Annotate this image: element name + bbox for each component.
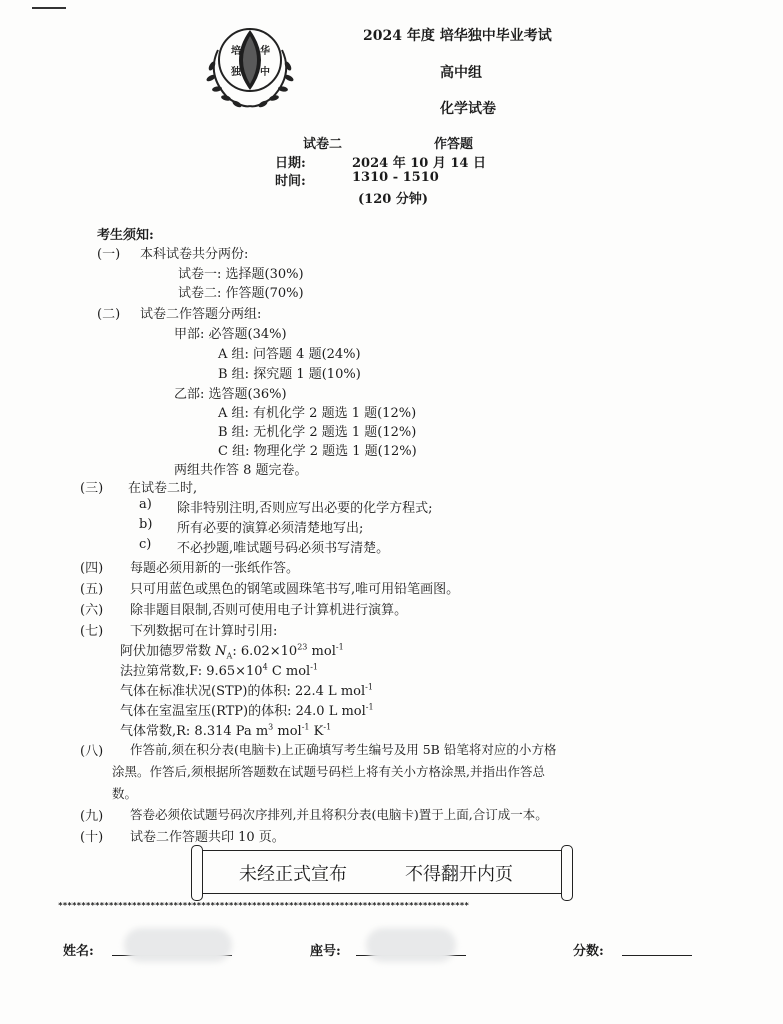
banner-right-text: 不得翻开内页 [405,864,513,885]
time-label: 时间: [275,174,306,189]
item-2-a-group: A 组: 问答题 4 题(24%) [218,347,361,362]
banner-scroll-right [561,845,573,901]
logo-char-2: 华 [260,46,270,57]
redacted-seat [366,928,456,962]
exam-title: 2024 年度 培华独中毕业考试 [363,28,552,44]
item-5-num: (五) [80,582,104,597]
item-4-num: (四) [80,561,104,576]
item-2-text: 试卷二作答题分两组: [140,307,262,322]
seat-label: 座号: [310,944,341,959]
notice-title: 考生须知: [97,228,154,243]
item-8-line2: 涂黑。作答后,须根据所答题数在试题号码栏上将有关小方格涂黑,并指出作答总 [112,764,545,779]
constant-stp-volume: 气体在标准状况(STP)的体积: 22.4 L mol$^{-1}$ [120,682,373,699]
item-3-a-label: a) [139,497,152,512]
logo-char-1: 培 [231,46,241,57]
item-2-num: (二) [97,307,121,322]
date-value: 2024 年 10 月 14 日 [352,156,486,171]
warning-banner [196,850,568,894]
item-5-text: 只可用蓝色或黑色的钢笔或圆珠笔书写,唯可用铅笔画图。 [130,582,460,597]
score-label: 分数: [573,944,604,959]
item-3-b-text: 所有必要的演算必须清楚地写出; [177,521,364,536]
name-label: 姓名: [63,944,94,959]
item-10-num: (十) [80,830,104,845]
item-9-num: (九) [80,809,104,824]
paper-type: 作答题 [434,137,474,152]
constant-rtp-volume: 气体在室温室压(RTP)的体积: 24.0 L mol$^{-1}$ [120,702,374,719]
item-1-num: (一) [97,247,121,262]
scan-mark [32,7,66,9]
item-2-part-b: 乙部: 选答题(36%) [174,387,287,402]
item-2-part-a: 甲部: 必答题(34%) [174,327,287,342]
time-value: 1310 - 1510 [352,170,439,185]
item-3-num: (三) [80,481,104,496]
paper-label: 试卷二 [303,137,343,152]
item-7-text: 下列数据可在计算时引用: [130,624,278,639]
item-7-num: (七) [80,624,104,639]
item-9-text: 答卷必须依试题号码次序排列,并且将积分表(电脑卡)置于上面,合订成一本。 [130,807,548,822]
redacted-name [124,928,232,962]
item-1-sub1: 试卷一: 选择题(30%) [178,267,304,282]
item-1-sub2: 试卷二: 作答题(70%) [178,286,304,301]
item-2-a-group2: A 组: 有机化学 2 题选 1 题(12%) [218,406,417,421]
logo-char-4: 中 [260,67,270,78]
banner-scroll-left [191,845,203,901]
item-8-num: (八) [80,744,104,759]
score-field[interactable] [622,955,692,956]
item-8-line3: 数。 [112,786,138,801]
logo-char-3: 独 [231,67,241,78]
constant-faraday: 法拉第常数,F: $9.65\times 10^4$ C mol$^{-1}$ [120,662,319,679]
item-3-a-text: 除非特别注明,否则应写出必要的化学方程式; [177,501,433,516]
constant-avogadro: 阿伏加德罗常数 $N_A$: $6.02\times 10^{23}$ mol$^{-1}$ [120,642,344,661]
item-6-num: (六) [80,603,104,618]
item-6-text: 除非题目限制,否则可使用电子计算机进行演算。 [130,603,408,618]
item-3-c-text: 不必抄题,唯试题号码必须书写清楚。 [177,541,390,556]
item-2-c-group2: C 组: 物理化学 2 题选 1 题(12%) [218,444,417,459]
date-label: 日期: [275,156,306,171]
item-3-b-label: b) [139,517,153,532]
banner-left-text: 未经正式宣布 [239,864,347,885]
duration: (120 分钟) [358,192,428,207]
item-2-total: 两组共作答 8 题完卷。 [174,463,308,478]
constant-gas: 气体常数,R: 8.314 Pa $m^3$ mol$^{-1}$ $K^{-1}$ [120,722,332,739]
item-2-b-group: B 组: 探究题 1 题(10%) [218,367,361,382]
school-logo [198,20,302,116]
item-3-c-label: c) [139,537,152,552]
exam-subject: 化学试卷 [440,101,496,117]
exam-level: 高中组 [440,65,482,81]
item-4-text: 每题必须用新的一张纸作答。 [130,561,300,576]
item-3-text: 在试卷二时, [128,481,198,496]
item-1-text: 本科试卷共分两份: [140,247,249,262]
item-8-line1: 作答前,须在积分表(电脑卡)上正确填写考生编号及用 5B 铅笔将对应的小方格 [130,742,557,757]
item-10-text: 试卷二作答题共印 10 页。 [130,830,285,845]
star-divider: ***************************************************************************************** [58,901,469,910]
item-2-b-group2: B 组: 无机化学 2 题选 1 题(12%) [218,425,417,440]
